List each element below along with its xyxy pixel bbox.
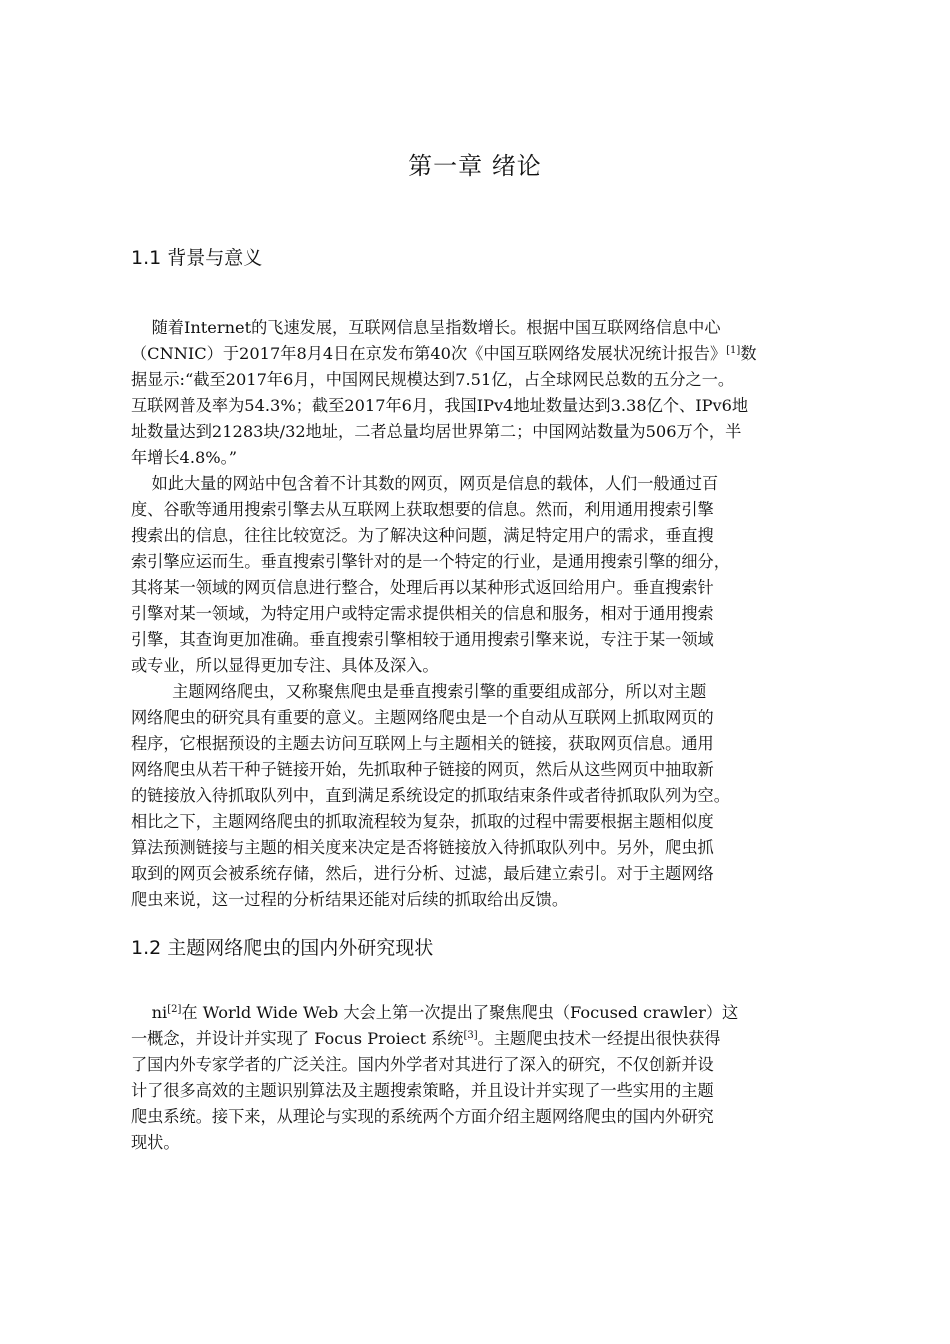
paragraph-line: 了国内外专家学者的广泛关注。国内外学者对其进行了深入的研究，不仅创新并设 xyxy=(131,1055,714,1074)
paragraph-line: 引擎，其查询更加准确。垂直搜索引擎相较于通用搜索引擎来说，专注于某一领域 xyxy=(131,630,714,649)
citation-ref: [2] xyxy=(167,1004,182,1015)
paragraph-line: 索引擎应运而生。垂直搜索引擎针对的是一个特定的行业，是通用搜索引擎的细分， xyxy=(131,552,730,571)
citation-ref: [1] xyxy=(726,345,741,356)
paragraph-line xyxy=(131,1026,861,1052)
paragraph-line: 搜索出的信息，往往比较宽泛。为了解决这种问题，满足特定用户的需求，垂直搜 xyxy=(131,526,714,545)
paragraph-line-text: ni xyxy=(131,1003,168,1022)
paragraph-line: 或专业，所以显得更加专注、具体及深入。 xyxy=(131,656,439,675)
paragraph-line: 随着Internet的飞速发展，互联网信息呈指数增长。根据中国互联网络信息中心 xyxy=(131,318,721,337)
paragraph-line: 度、谷歌等通用搜索引擎去从互联网上获取想要的信息。然而，利用通用搜索引擎 xyxy=(131,500,714,519)
paragraph-line: 相比之下，主题网络爬虫的抓取流程较为复杂，抓取的过程中需要根据主题相似度 xyxy=(131,812,714,831)
paragraph-line: 互联网普及率为54.3%；截至2017年6月，我国IPv4地址数量达到3.38亿个、IPv6地 xyxy=(131,396,749,415)
paragraph-line xyxy=(131,1000,861,1026)
paragraph-line xyxy=(131,341,861,367)
paragraph-line: 网络爬虫从若干种子链接开始，先抓取种子链接的网页，然后从这些网页中抽取新 xyxy=(131,760,714,779)
paragraph-line-text: 。主题爬虫技术一经提出很快获得 xyxy=(477,1029,721,1048)
paragraph-line: 其将某一领域的网页信息进行整合，处理后再以某种形式返回给用户。垂直搜索针 xyxy=(131,578,714,597)
section-1-1-paragraph-2 xyxy=(131,471,861,679)
paragraph-line: 的链接放入待抓取队列中，直到满足系统设定的抓取结束条件或者待抓取队列为空。 xyxy=(131,786,730,805)
paragraph-line: 据显示:“截至2017年6月，中国网民规模达到7.51亿，占全球网民总数的五分之一。 xyxy=(131,370,735,389)
chapter-title: 第一章 绪论 xyxy=(408,152,542,180)
paragraph-line: 爬虫来说，这一过程的分析结果还能对后续的抓取给出反馈。 xyxy=(131,890,569,909)
paragraph-line: 引擎对某一领域，为特定用户或特定需求提供相关的信息和服务，相对于通用搜索 xyxy=(131,604,714,623)
paragraph-line: 计了很多高效的主题识别算法及主题搜索策略，并且设计并实现了一些实用的主题 xyxy=(131,1081,714,1100)
paragraph-line-text: 一概念，并设计并实现了 Focus Proiect 系统 xyxy=(131,1029,464,1048)
paragraph-line: 址数量达到21283块/32地址，二者总量均居世界第二；中国网站数量为506万个，半 xyxy=(131,422,742,441)
paragraph-line: 网络爬虫的研究具有重要的意义。主题网络爬虫是一个自动从互联网上抓取网页的 xyxy=(131,708,714,727)
section-heading-1-1: 1.1 背景与意义 xyxy=(131,247,263,269)
section-1-2-paragraph-1 xyxy=(131,1000,861,1156)
citation-ref: [3] xyxy=(463,1030,478,1041)
paragraph-line: 算法预测链接与主题的相关度来决定是否将链接放入待抓取队列中。另外，爬虫抓 xyxy=(131,838,714,857)
paragraph-line: 程序，它根据预设的主题去访问互联网上与主题相关的链接，获取网页信息。通用 xyxy=(131,734,714,753)
paragraph-line: 现状。 xyxy=(131,1133,180,1152)
paragraph-line-text: 数 xyxy=(740,344,757,363)
paragraph-line: 取到的网页会被系统存储，然后，进行分析、过滤，最后建立索引。对于主题网络 xyxy=(131,864,714,883)
paragraph-line: 主题网络爬虫，又称聚焦爬虫是垂直搜索引擎的重要组成部分，所以对主题 xyxy=(131,682,707,701)
section-1-1-paragraph-3 xyxy=(131,679,861,913)
section-1-1-paragraph-1 xyxy=(131,315,861,471)
paragraph-line: 年增长4.8%。” xyxy=(131,448,238,467)
paragraph-line-text: （CNNIC）于2017年8月4日在京发布第40次《中国互联网络发展状况统计报告》 xyxy=(131,344,727,363)
paragraph-line: 如此大量的网站中包含着不计其数的网页，网页是信息的载体，人们一般通过百 xyxy=(131,474,719,493)
paragraph-line: 爬虫系统。接下来，从理论与实现的系统两个方面介绍主题网络爬虫的国内外研究 xyxy=(131,1107,714,1126)
paragraph-line-text: 在 World Wide Web 大会上第一次提出了聚焦爬虫（Focused crawler）这 xyxy=(181,1003,739,1022)
section-heading-1-2: 1.2 主题网络爬虫的国内外研究现状 xyxy=(131,937,434,959)
